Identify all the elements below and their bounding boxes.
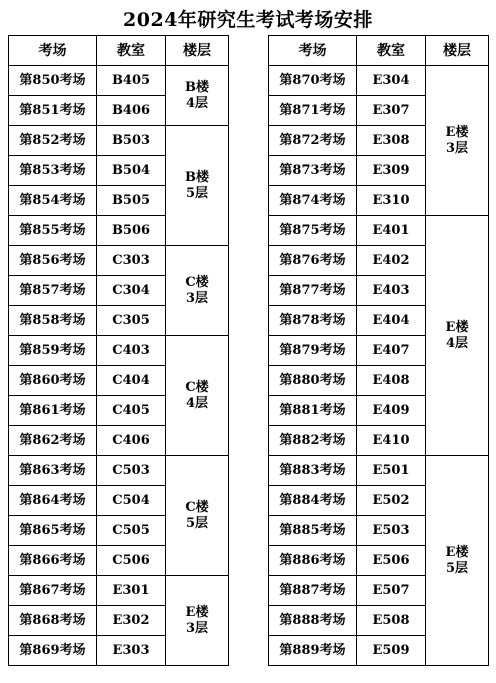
exam-room-cell: 第865考场 xyxy=(9,516,97,546)
exam-room-cell: 第852考场 xyxy=(9,126,97,156)
classroom-cell: C405 xyxy=(97,396,166,426)
floor-cell xyxy=(166,246,229,336)
table-row xyxy=(9,126,229,156)
exam-room-cell: 第874考场 xyxy=(269,186,357,216)
exam-room-cell: 第879考场 xyxy=(269,336,357,366)
table-row xyxy=(9,456,229,486)
classroom-cell: B505 xyxy=(97,186,166,216)
classroom-cell: E310 xyxy=(357,186,426,216)
building-label: E楼 xyxy=(445,544,469,560)
exam-room-cell: 第882考场 xyxy=(269,426,357,456)
classroom-cell: E301 xyxy=(97,576,166,606)
exam-room-cell: 第869考场 xyxy=(9,636,97,666)
classroom-cell: B503 xyxy=(97,126,166,156)
building-label: E楼 xyxy=(445,124,469,140)
classroom-cell: E404 xyxy=(357,306,426,336)
building-label: C楼 xyxy=(185,379,209,395)
classroom-cell: E507 xyxy=(357,576,426,606)
table-row xyxy=(9,246,229,276)
exam-room-cell: 第885考场 xyxy=(269,516,357,546)
exam-room-cell: 第851考场 xyxy=(9,96,97,126)
classroom-cell: C305 xyxy=(97,306,166,336)
exam-room-cell: 第875考场 xyxy=(269,216,357,246)
exam-room-cell: 第870考场 xyxy=(269,66,357,96)
classroom-cell: E403 xyxy=(357,276,426,306)
exam-room-cell: 第868考场 xyxy=(9,606,97,636)
exam-room-cell: 第856考场 xyxy=(9,246,97,276)
header-floor: 楼层 xyxy=(426,36,489,66)
exam-room-cell: 第855考场 xyxy=(9,216,97,246)
header-exam-room: 考场 xyxy=(9,36,97,66)
exam-room-cell: 第881考场 xyxy=(269,396,357,426)
header-exam-room: 考场 xyxy=(269,36,357,66)
classroom-cell: B506 xyxy=(97,216,166,246)
exam-room-cell: 第889考场 xyxy=(269,636,357,666)
exam-room-cell: 第863考场 xyxy=(9,456,97,486)
exam-room-cell: 第866考场 xyxy=(9,546,97,576)
table-row xyxy=(269,216,489,246)
floor-cell xyxy=(426,66,489,216)
classroom-cell: E509 xyxy=(357,636,426,666)
classroom-cell: E407 xyxy=(357,336,426,366)
exam-room-cell: 第859考场 xyxy=(9,336,97,366)
classroom-cell: E303 xyxy=(97,636,166,666)
classroom-cell: E503 xyxy=(357,516,426,546)
classroom-cell: E401 xyxy=(357,216,426,246)
building-label: C楼 xyxy=(185,499,209,515)
classroom-cell: C504 xyxy=(97,486,166,516)
exam-room-cell: 第853考场 xyxy=(9,156,97,186)
exam-room-cell: 第857考场 xyxy=(9,276,97,306)
table-row xyxy=(269,456,489,486)
level-label: 4层 xyxy=(185,95,209,111)
floor-cell xyxy=(426,456,489,666)
exam-room-cell: 第850考场 xyxy=(9,66,97,96)
exam-room-cell: 第878考场 xyxy=(269,306,357,336)
floor-cell xyxy=(166,66,229,126)
building-label: E楼 xyxy=(185,604,209,620)
exam-room-cell: 第877考场 xyxy=(269,276,357,306)
exam-room-cell: 第876考场 xyxy=(269,246,357,276)
exam-room-cell: 第873考场 xyxy=(269,156,357,186)
classroom-cell: E304 xyxy=(357,66,426,96)
level-label: 3层 xyxy=(445,140,469,156)
level-label: 5层 xyxy=(185,185,209,201)
classroom-cell: E309 xyxy=(357,156,426,186)
classroom-cell: C406 xyxy=(97,426,166,456)
floor-cell xyxy=(166,336,229,456)
level-label: 4层 xyxy=(185,395,209,411)
table-row xyxy=(269,66,489,96)
building-label: B楼 xyxy=(185,169,209,185)
level-label: 5层 xyxy=(445,560,469,576)
classroom-cell: E408 xyxy=(357,366,426,396)
classroom-cell: C304 xyxy=(97,276,166,306)
floor-cell xyxy=(426,216,489,456)
classroom-cell: C503 xyxy=(97,456,166,486)
exam-room-cell: 第880考场 xyxy=(269,366,357,396)
exam-room-cell: 第862考场 xyxy=(9,426,97,456)
exam-schedule-table-left xyxy=(8,35,229,666)
classroom-cell: E502 xyxy=(357,486,426,516)
table-header-row xyxy=(9,36,229,66)
classroom-cell: C403 xyxy=(97,336,166,366)
classroom-cell: E508 xyxy=(357,606,426,636)
building-label: C楼 xyxy=(185,274,209,290)
floor-cell xyxy=(166,576,229,666)
header-classroom: 教室 xyxy=(97,36,166,66)
table-row xyxy=(9,576,229,606)
level-label: 3层 xyxy=(185,290,209,306)
floor-cell xyxy=(166,126,229,246)
classroom-cell: B504 xyxy=(97,156,166,186)
exam-room-cell: 第867考场 xyxy=(9,576,97,606)
exam-room-cell: 第864考场 xyxy=(9,486,97,516)
table-row xyxy=(9,336,229,366)
exam-room-cell: 第860考场 xyxy=(9,366,97,396)
level-label: 3层 xyxy=(185,620,209,636)
exam-room-cell: 第872考场 xyxy=(269,126,357,156)
exam-room-cell: 第858考场 xyxy=(9,306,97,336)
page-title: 2024年研究生考试考场安排 xyxy=(123,9,373,31)
exam-schedule-table-right xyxy=(268,35,489,666)
level-label: 4层 xyxy=(445,335,469,351)
classroom-cell: B405 xyxy=(97,66,166,96)
classroom-cell: C505 xyxy=(97,516,166,546)
classroom-cell: E402 xyxy=(357,246,426,276)
building-label: E楼 xyxy=(445,319,469,335)
classroom-cell: B406 xyxy=(97,96,166,126)
exam-room-cell: 第854考场 xyxy=(9,186,97,216)
table-header-row xyxy=(269,36,489,66)
header-floor: 楼层 xyxy=(166,36,229,66)
building-label: B楼 xyxy=(185,79,209,95)
classroom-cell: E302 xyxy=(97,606,166,636)
exam-room-cell: 第887考场 xyxy=(269,576,357,606)
exam-room-cell: 第884考场 xyxy=(269,486,357,516)
exam-room-cell: 第888考场 xyxy=(269,606,357,636)
floor-cell xyxy=(166,456,229,576)
classroom-cell: C303 xyxy=(97,246,166,276)
table-row xyxy=(9,66,229,96)
header-classroom: 教室 xyxy=(357,36,426,66)
classroom-cell: C404 xyxy=(97,366,166,396)
classroom-cell: E506 xyxy=(357,546,426,576)
classroom-cell: E307 xyxy=(357,96,426,126)
exam-room-cell: 第861考场 xyxy=(9,396,97,426)
exam-room-cell: 第886考场 xyxy=(269,546,357,576)
classroom-cell: E410 xyxy=(357,426,426,456)
level-label: 5层 xyxy=(185,515,209,531)
classroom-cell: E409 xyxy=(357,396,426,426)
exam-room-cell: 第883考场 xyxy=(269,456,357,486)
classroom-cell: E308 xyxy=(357,126,426,156)
classroom-cell: E501 xyxy=(357,456,426,486)
classroom-cell: C506 xyxy=(97,546,166,576)
exam-room-cell: 第871考场 xyxy=(269,96,357,126)
